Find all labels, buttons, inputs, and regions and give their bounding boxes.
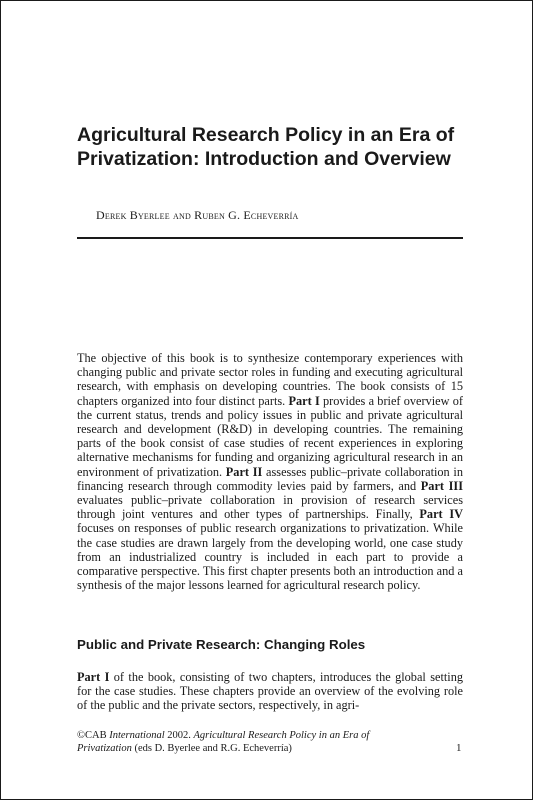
intro-text-2: provides a brief overview of the current status, trends and policy issues in public and private agricultural research and development (R&D) in developing countries. The remaining parts of the book consist of case studies of recent experiences in exploring alternative mechanisms for funding and organizing agricultural research in an environment of privatization.: [77, 393, 463, 479]
section-paragraph: [77, 670, 463, 713]
intro-bold-part-1: Part I: [288, 393, 320, 408]
intro-text-5: focuses on responses of public research organizations to privatization. While the case studies are drawn largely from the developing world, one case study from an industrialized country is included in each part to provide a comparative perspective. This first chapter presents both an introduction and a synthesis of the major lessons learned for agricultural research policy.: [77, 521, 463, 593]
chapter-title: Agricultural Research Policy in an Era of Privatization: Introduction and Overview: [77, 124, 455, 170]
intro-bold-part-4: Part IV: [419, 507, 463, 522]
page-number: 1: [456, 742, 462, 754]
chapter-authors: Derek Byerlee and Ruben G. Echeverría: [96, 208, 299, 222]
intro-text-3: assesses public–private collaboration in financing research through commodity levies paid by farmers, and: [77, 464, 463, 493]
intro-bold-part-2: Part II: [225, 464, 263, 479]
section-heading: Public and Private Research: Changing Roles: [77, 637, 366, 652]
intro-bold-part-3: Part III: [420, 478, 463, 493]
copyright-footer: [77, 729, 463, 755]
footer-book-title-2: Privatization: [77, 743, 132, 754]
footer-year: 2002.: [164, 730, 194, 741]
intro-text-1: The objective of this book is to synthesize contemporary experiences with changing public and private sector roles in funding and executing agricultural research, with emphasis on developing countries. The book consists of 15 chapters organized into four distinct parts.: [77, 351, 463, 408]
footer-publisher: International: [109, 730, 165, 741]
title-rule: [77, 237, 463, 239]
section-text-1: of the book, consisting of two chapters, introduces the global setting for the case studies. These chapters provide an overview of the evolving role of the public and the private sectors, respectively, in agri-: [77, 670, 463, 713]
intro-text-4: evaluates public–private collaboration in provision of research services through joint ventures and other types of partnerships. Finally,: [77, 493, 463, 522]
footer-editors: (eds D. Byerlee and R.G. Echeverría): [131, 743, 292, 754]
footer-book-title-1: Agricultural Research Policy in an Era of: [193, 730, 370, 741]
intro-paragraph: [77, 351, 463, 592]
section-bold-part: Part I: [77, 670, 110, 684]
footer-copyright: ©CAB: [77, 730, 110, 741]
